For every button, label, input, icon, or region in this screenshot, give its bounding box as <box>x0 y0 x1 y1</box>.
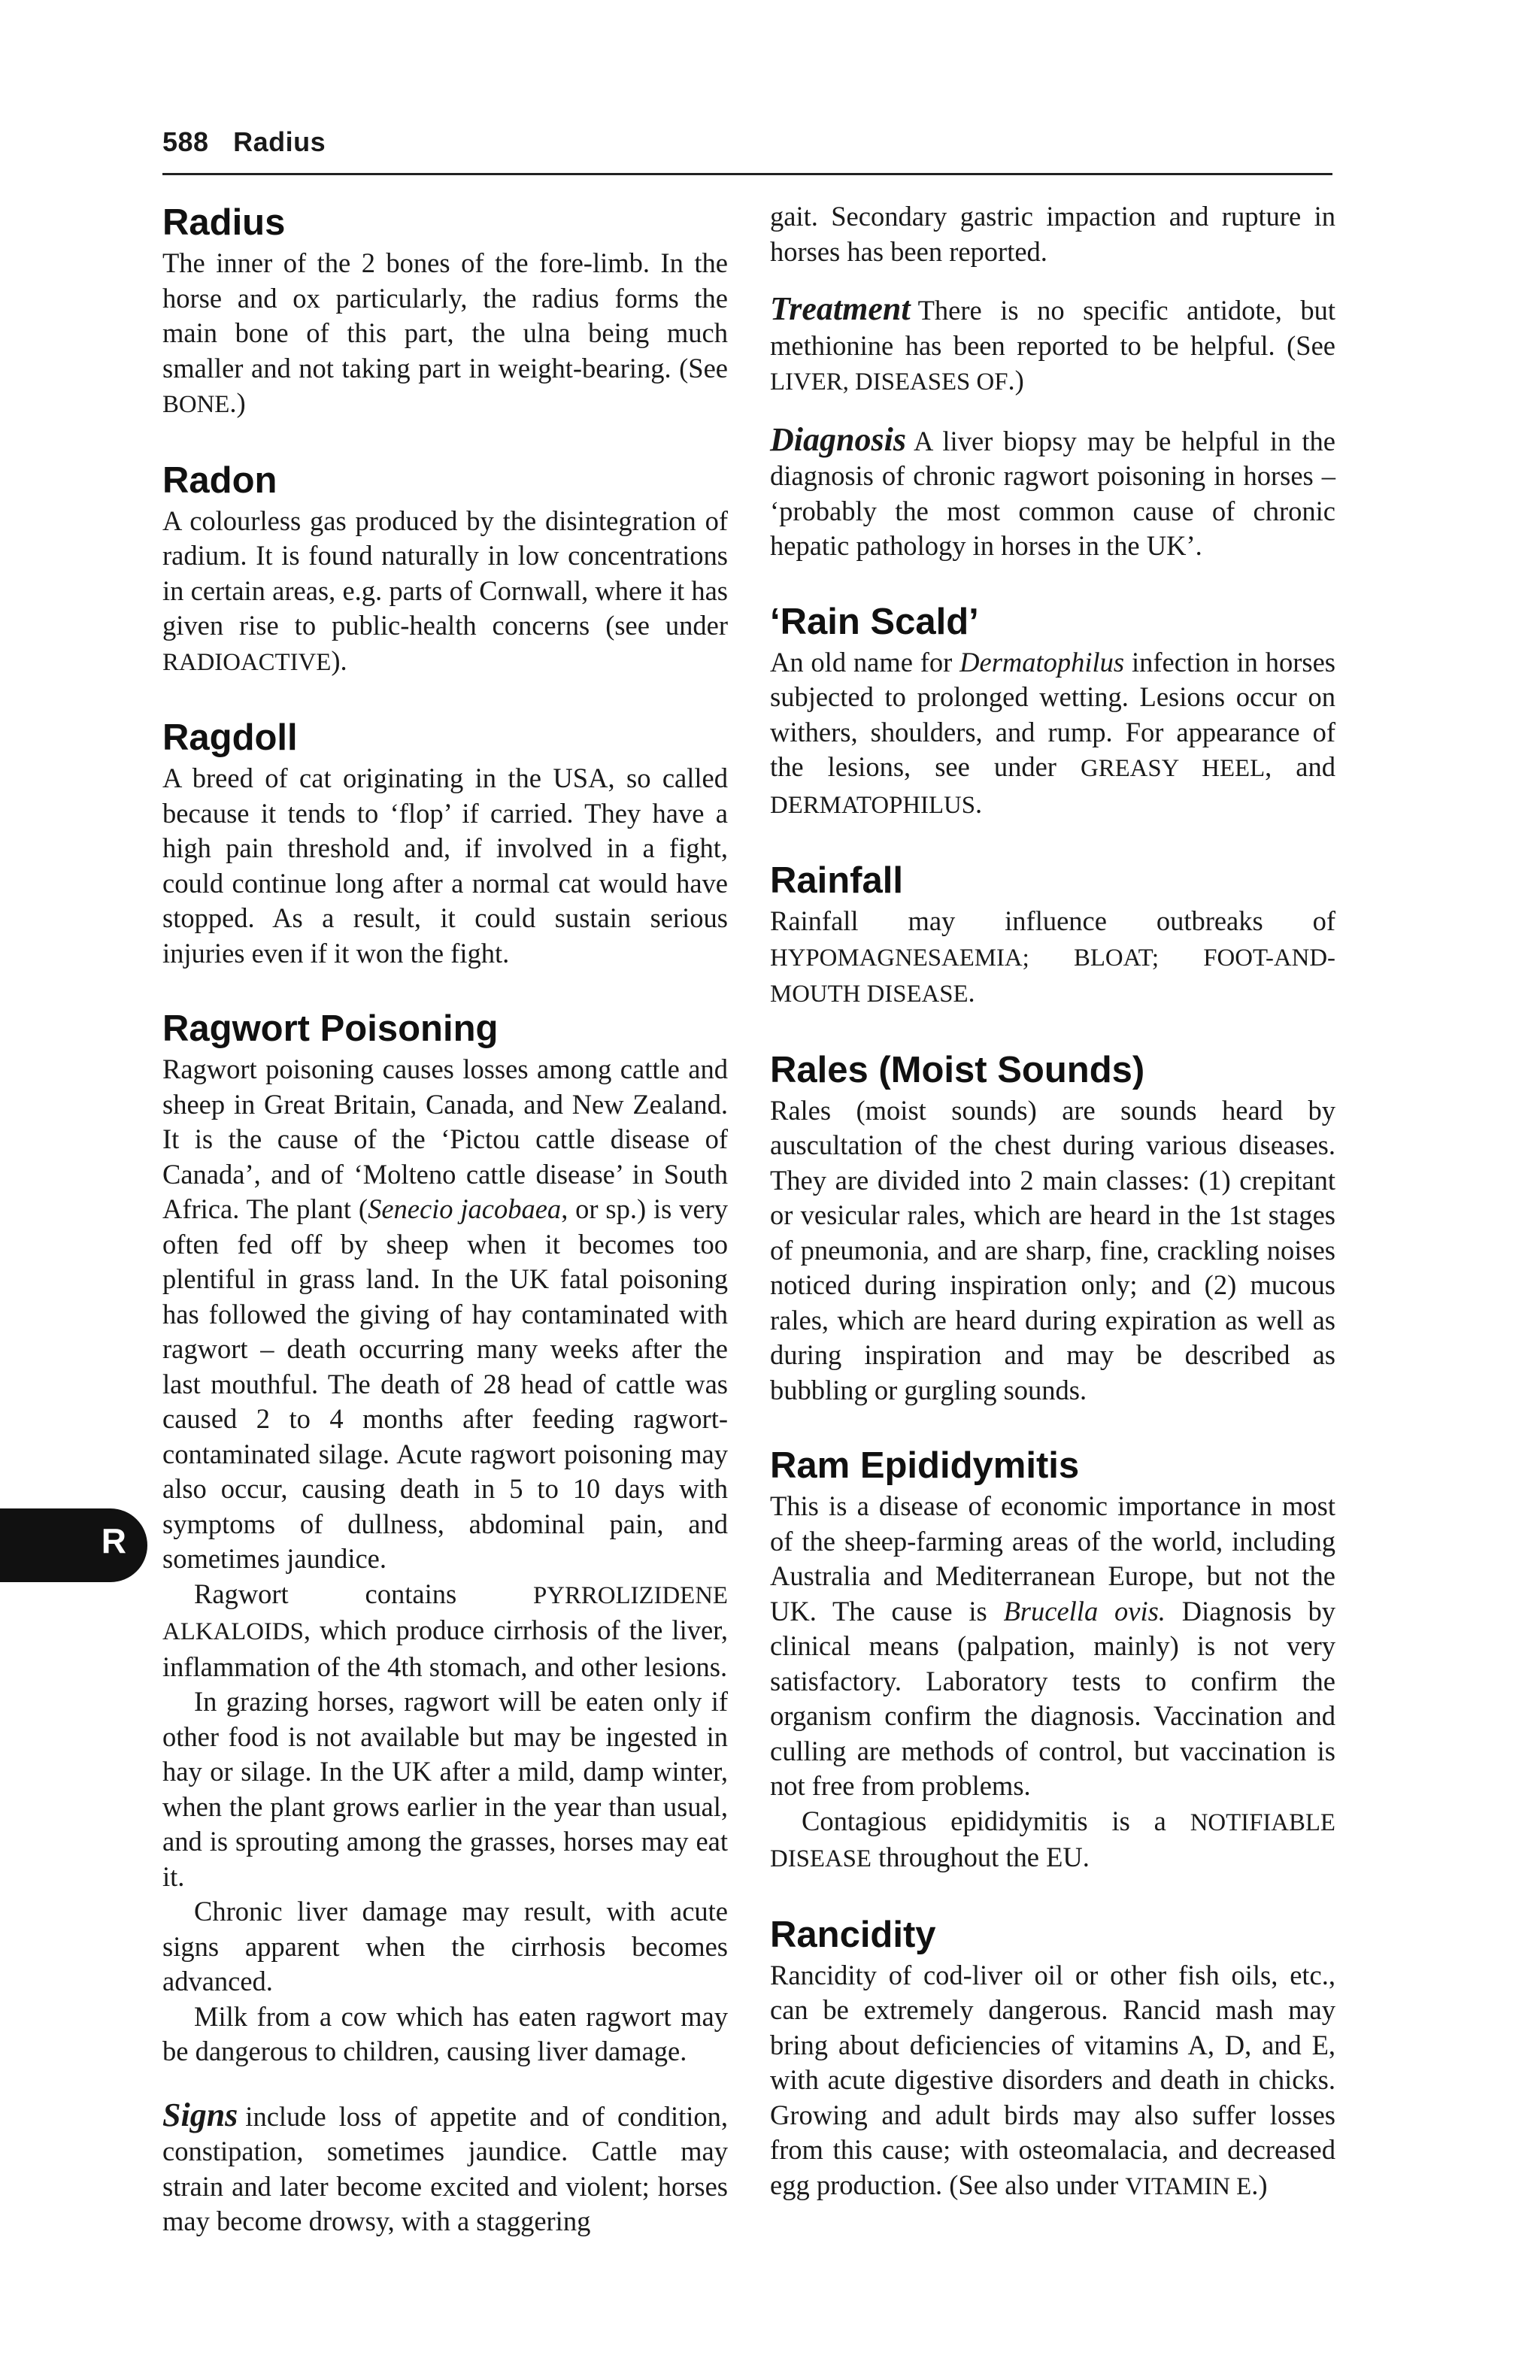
entry-rain-scald <box>770 599 1335 823</box>
body-text: . <box>968 977 975 1008</box>
entry-body <box>770 420 1335 564</box>
entry-title: Rancidity <box>770 1914 936 1955</box>
body-text: There is no specific antidote, but methionine has been reported to be helpful. (See <box>770 295 1335 361</box>
cross-reference-link[interactable]: BONE <box>162 391 230 418</box>
running-head <box>162 126 326 158</box>
body-text: A liver biopsy may be helpful in the diagnosis of chronic ragwort poisoning in horses – ‘probably the most common cause of chronic hepatic pathology in horses in the UK’. <box>770 425 1335 561</box>
body-text: ). <box>331 644 347 676</box>
body-text: Ragwort poisoning causes losses among cattle and sheep in Great Britain, Canada, and New Zealand. It is the cause of the ‘Pictou cattle disease of Canada’, and of ‘Molteno cattle disease’ in South Africa. The plant ( <box>162 1054 728 1224</box>
subheading-signs: Signs <box>162 2096 238 2133</box>
body-text: , or sp.) is very often fed off by sheep when it becomes too plentiful in grass land. In the UK fatal poisoning has followed the giving of hay contaminated with ragwort – death occurring many weeks after the last mouthful. The death of 28 head of cattle was caused 2 to 4 months after feeding ragwort-contaminated silage. Acute ragwort poisoning may also occur, causing death in 5 to 10 days with symptoms of dullness, abdominal pain, and sometimes jaundice. <box>162 1193 728 1574</box>
cross-reference-link[interactable]: DERMATOPHILUS <box>770 791 975 819</box>
entry-title: Radon <box>162 459 277 501</box>
cross-reference-link[interactable]: LIVER, DISEASES OF <box>770 368 1008 396</box>
body-text: This is a disease of economic importance in most of the sheep-farming areas of the world, including Australia and Mediterranean Europe, but not the UK. The cause is <box>770 1490 1335 1627</box>
cross-reference-link[interactable]: VITAMIN E <box>1125 2172 1252 2200</box>
body-text: .) <box>229 387 246 418</box>
entry-rancidity <box>770 1912 1335 2205</box>
section-thumb-tab <box>0 1508 147 1582</box>
entry-title: ‘Rain Scald’ <box>770 601 979 642</box>
entry-body: gait. Secondary gastric impaction and rupture in horses has been reported. <box>770 201 1335 267</box>
body-text: Rancidity of cod-liver oil or other fish oils, etc., can be extremely dangerous. Rancid mash may bring about deficiencies of vitamins A, D, and E, with acute digestive disorders and death in chicks. Growing and adult birds may also suffer losses from this cause; with osteomalacia, and decreased egg production. (See also under <box>770 1959 1335 2200</box>
entry-body <box>162 1052 728 1577</box>
body-text: Contagious epididymitis is a <box>802 1805 1190 1836</box>
section-letter: R <box>101 1521 126 1560</box>
entry-body: A breed of cat originating in the USA, so called because it tends to ‘flop’ if carried. They have a high pain threshold and, if involved in a fight, could continue long after a normal cat would have stopped. As a result, it could sustain serious injuries even if it won the fight. <box>162 763 728 969</box>
entry-body: Chronic liver damage may result, with acute signs apparent when the cirrhosis becomes advanced. <box>162 1896 728 1996</box>
entry-rainfall <box>770 857 1335 1012</box>
entry-body <box>162 2098 728 2239</box>
entry-ragwort-continued <box>770 199 1335 564</box>
cross-reference-link[interactable]: NOTIFIABLE DISEASE <box>770 1808 1335 1872</box>
entry-title: Radius <box>162 202 286 243</box>
entry-title: Ragdoll <box>162 717 298 758</box>
body-text: throughout the EU. <box>871 1842 1090 1872</box>
entry-ragdoll <box>162 714 728 971</box>
page-number: 588 <box>162 126 209 157</box>
entry-radius <box>162 199 728 423</box>
cross-reference-link[interactable]: HYPOMAGNESAEMIA; BLOAT; FOOT-AND-MOUTH DISEASE <box>770 944 1335 1008</box>
entry-body <box>770 292 1335 400</box>
entry-body <box>770 1804 1335 1877</box>
subheading-treatment: Treatment <box>770 290 911 327</box>
body-text: .) <box>1008 365 1024 396</box>
entry-body: Rales (moist sounds) are sounds heard by auscultation of the chest during various diseases. They are divided into 2 main classes: (1) crepitant or vesicular rales, which are heard in the 1st stages of pneumonia, and are sharp, fine, crackling noises noticed during inspiration only; and (2) mucous rales, which are heard during expiration as well as during inspiration and may be described as bubbling or gurgling sounds. <box>770 1094 1335 1405</box>
running-title: Radius <box>233 126 326 157</box>
entry-body <box>162 1577 728 1685</box>
left-column <box>162 199 728 2274</box>
entry-body: In grazing horses, ragwort will be eaten only if other food is not available but may be ingested in hay or silage. In the UK after a mild, damp winter, when the plant grows earlier in the year than usual, and is sprouting among the grasses, horses may eat it. <box>162 1686 728 1892</box>
body-text: infection in horses subjected to prolonged wetting. Lesions occur on withers, shoulders, and rump. For appearance of the lesions, see under <box>770 646 1335 782</box>
body-text: A colourless gas produced by the disintegration of radium. It is found naturally in low concentrations in certain areas, e.g. parts of Cornwall, where it has given rise to public-health concerns (see under <box>162 505 728 641</box>
body-text: The inner of the 2 bones of the fore-limb. In the horse and ox particularly, the radius forms the main bone of this part, the ulna being much smaller and not taking part in weight-bearing. (See <box>162 247 728 384</box>
entry-body <box>162 246 728 423</box>
cross-reference-link[interactable]: GREASY HEEL <box>1081 755 1266 782</box>
cross-reference-link[interactable]: PYRROLIZIDENE ALKALOIDS <box>162 1581 728 1645</box>
entry-body <box>770 1958 1335 2205</box>
entry-body <box>162 504 728 681</box>
body-text: , and <box>1265 751 1335 782</box>
species-name: Brucella ovis. <box>1003 1595 1166 1627</box>
body-text: .) <box>1251 2169 1268 2200</box>
entry-title: Ragwort Poisoning <box>162 1008 499 1049</box>
entry-body <box>770 904 1335 1012</box>
entry-radon <box>162 457 728 681</box>
body-text: Diagnosis by clinical means (palpation, mainly) is not very satisfactory. Laboratory tests to confirm the organism confirm the diagnosis. Vaccination and culling are methods of control, but vaccination is not free from problems. <box>770 1595 1336 1801</box>
entry-body <box>770 645 1335 823</box>
species-name: Senecio jacobaea <box>368 1193 562 1224</box>
body-text: Rainfall may influence outbreaks of <box>770 905 1335 936</box>
entry-body: Milk from a cow which has eaten ragwort may be dangerous to children, causing liver damage. <box>162 2000 728 2066</box>
entry-title: Rainfall <box>770 860 903 901</box>
body-text: , which produce cirrhosis of the liver, inflammation of the 4th stomach, and other lesions. <box>162 1614 728 1682</box>
body-text: An old name for <box>770 646 960 678</box>
entry-title: Ram Epididymitis <box>770 1445 1080 1486</box>
entry-body <box>770 1489 1335 1804</box>
body-text: include loss of appetite and of condition, constipation, sometimes jaundice. Cattle may strain and later become excited and violent; horses may become drowsy, with a staggering <box>162 2100 728 2236</box>
right-column <box>770 199 1335 2239</box>
entry-title: Rales (Moist Sounds) <box>770 1049 1145 1090</box>
header-rule <box>162 173 1332 175</box>
subheading-diagnosis: Diagnosis <box>770 420 906 458</box>
species-name: Dermatophilus <box>959 646 1125 678</box>
entry-ram-epididymitis <box>770 1442 1335 1877</box>
body-text: . <box>975 787 983 819</box>
entry-rales <box>770 1047 1335 1408</box>
entry-ragwort-poisoning <box>162 1005 728 2239</box>
cross-reference-link[interactable]: RADIOACTIVE <box>162 648 332 676</box>
body-text: Ragwort contains <box>194 1578 534 1609</box>
